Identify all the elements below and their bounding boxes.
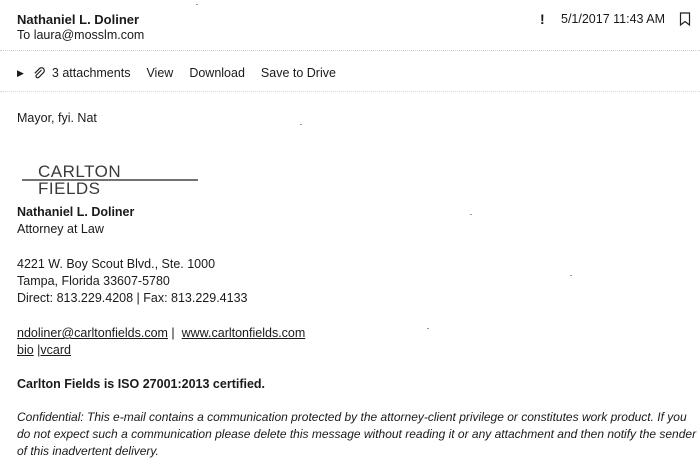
paperclip-icon bbox=[32, 66, 46, 80]
attachments-bar bbox=[17, 66, 336, 80]
message-body: Mayor, fyi. Nat bbox=[17, 111, 97, 125]
attachments-divider bbox=[0, 91, 700, 92]
header-divider bbox=[0, 50, 700, 51]
scan-speck bbox=[570, 275, 572, 276]
recipient-address[interactable]: laura@mosslm.com bbox=[33, 28, 145, 42]
scan-speck bbox=[300, 124, 302, 125]
recipient-line bbox=[17, 28, 144, 42]
exclamation-icon: ! bbox=[540, 11, 545, 27]
save-to-drive-button[interactable]: Save to Drive bbox=[260, 66, 336, 80]
confidentiality-disclaimer: Confidential: This e-mail contains a communication protected by the attorney-client privilege or constitutes work product. If you do not expect such a communication please delete this message without reading it or any attachment and then notify the sender of this inadvertent delivery. bbox=[17, 410, 697, 458]
message-date: 5/1/2017 11:43 AM bbox=[561, 12, 666, 26]
scan-speck bbox=[427, 328, 429, 329]
website-link[interactable]: www.carltonfields.com bbox=[181, 326, 306, 340]
view-button[interactable]: View bbox=[146, 66, 174, 80]
sender-name[interactable]: Nathaniel L. Doliner bbox=[17, 12, 140, 27]
signature-title: Attorney at Law bbox=[17, 222, 104, 236]
contact-links bbox=[17, 326, 305, 340]
vcard-link[interactable]: |vcard bbox=[37, 343, 71, 357]
download-button[interactable]: Download bbox=[189, 66, 245, 80]
flag-icon[interactable] bbox=[679, 12, 691, 26]
link-separator: | bbox=[167, 326, 182, 340]
address-line-2: Tampa, Florida 33607-5780 bbox=[17, 274, 170, 288]
logo-text-line1: CARLTON bbox=[38, 162, 122, 181]
address-line-1: 4221 W. Boy Scout Blvd., Ste. 1000 bbox=[17, 257, 216, 271]
phone-fax-line: Direct: 813.229.4208 | Fax: 813.229.4133 bbox=[17, 291, 248, 305]
bio-link[interactable]: bio bbox=[17, 343, 34, 357]
attachments-count[interactable]: 3 attachments bbox=[51, 66, 131, 80]
scan-speck bbox=[470, 214, 472, 215]
to-label: To bbox=[17, 28, 31, 42]
signature-name: Nathaniel L. Doliner bbox=[17, 205, 135, 219]
logo-text-line2: FIELDS bbox=[38, 179, 101, 196]
iso-certification-notice: Carlton Fields is ISO 27001:2013 certified. bbox=[17, 377, 266, 391]
scan-speck bbox=[196, 4, 198, 5]
carlton-fields-logo bbox=[20, 162, 200, 196]
caret-right-icon[interactable]: ▶ bbox=[17, 67, 24, 78]
email-link[interactable]: ndoliner@carltonfields.com bbox=[17, 326, 168, 340]
profile-links bbox=[17, 343, 71, 357]
